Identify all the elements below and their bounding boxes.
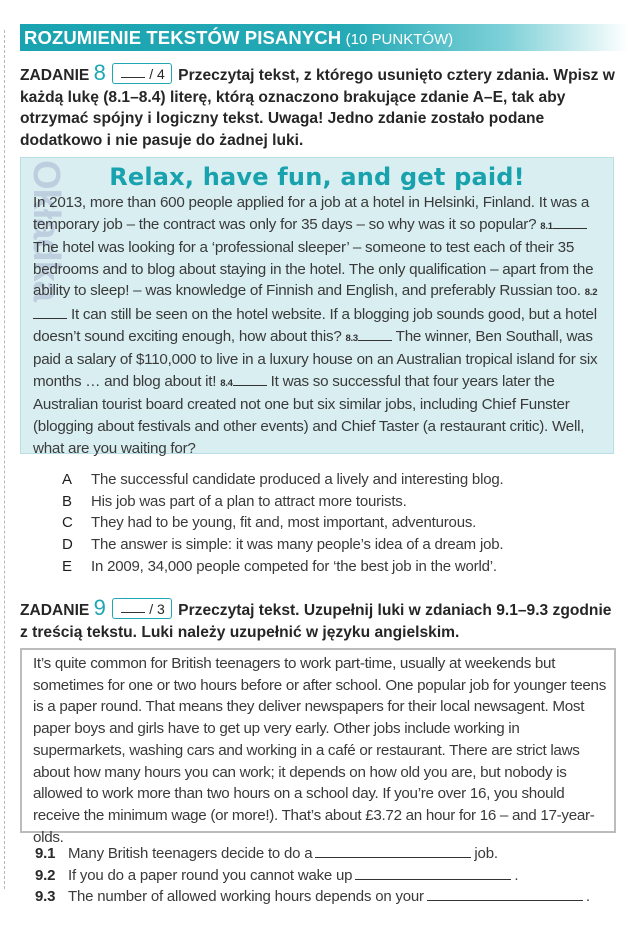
gap-8-1[interactable] <box>553 216 587 229</box>
option-letter: D <box>62 536 73 554</box>
question-9-3 <box>35 886 605 908</box>
gap-8-4[interactable] <box>233 373 267 386</box>
option-text: The successful candidate produced a lively and interesting blog. <box>91 471 504 488</box>
option-text: The answer is simple: it was many people’s idea of a dream job. <box>91 536 504 554</box>
section-header <box>20 24 628 51</box>
watermark: Okładka <box>25 160 67 301</box>
task8-label: ZADANIE <box>20 67 90 84</box>
options-list <box>62 469 602 578</box>
option-letter: B <box>62 492 72 510</box>
task9-number: 9 <box>93 595 106 620</box>
article-p1: In 2013, more than 600 people applied for a job at a hotel in Helsinki, Finland. It was a temporary job – the contract was only for 35 days – so why was it so popular? <box>33 194 590 233</box>
answer-9-1[interactable] <box>315 843 471 858</box>
task8-number: 8 <box>93 60 106 85</box>
option-c <box>62 512 602 534</box>
question-text: The number of allowed working hours depends on your <box>68 888 424 906</box>
article-p4: The winner, Ben Southall, was paid a salary of $110,000 to live in a luxury house on an Australian tropical island for six months … and blog about it! <box>33 327 598 390</box>
answer-9-2[interactable] <box>355 865 511 880</box>
article-body <box>33 192 608 459</box>
article-title: Relax, have fun, and get paid! <box>109 163 525 191</box>
gap-8-3-label: 8.3 <box>345 332 358 344</box>
option-text: His job was part of a plan to attract more tourists. <box>91 492 407 510</box>
question-text: Many British teenagers decide to do a <box>68 845 313 862</box>
gap-8-2[interactable] <box>33 306 67 319</box>
task9-instruction: Przeczytaj tekst. Uzupełnij luki w zdaniach 9.1–9.3 zgodnie z treścią tekstu. Luki należy uzupełnić w języku angielskim. <box>20 602 612 641</box>
option-letter: E <box>62 557 72 575</box>
article-p2: The hotel was looking for a ‘professional sleeper’ – someone to test each of their 35 bedrooms and to blog about staying in the hotel. The only qualification – apart from the ability to sleep! – was knowledge of Finnish and English, and preferably Russian too. <box>33 239 594 300</box>
task9-heading <box>20 597 616 643</box>
option-text: They had to be young, fit and, most important, adventurous. <box>91 514 477 532</box>
question-end: job. <box>474 845 498 862</box>
option-e <box>62 556 602 578</box>
question-9-2 <box>35 865 605 887</box>
option-letter: C <box>62 514 73 532</box>
question-text: If you do a paper round you cannot wake up <box>68 866 353 884</box>
reading-text: It’s quite common for British teenagers to work part-time, usually at weekends but sometimes for one or two hours before or after school. One popular job for younger teens is a paper round. That means they deliver newspapers for their local newsagent. Most paper boys and girls have to get up very early. Other jobs include working in supermarkets, washing cars and working in a café or restaurant. There are strict laws about how many hours you can work; it depends on how old you are, but nobody is allowed to work more than two hours on a school day. If you’re over 16, you should receive the minimum wage (or more!). That’s about £3.72 an hour for 16 – and 17-year-olds. <box>33 655 606 846</box>
question-number: 9.1 <box>35 845 56 862</box>
task8-instruction: Przeczytaj tekst, z którego usunięto cztery zdania. Wpisz w każdą lukę (8.1–8.4) literę, którą oznaczono brakujące zdanie A–E, tak aby otrzymać spójny i logiczny tekst. Uwaga! Jedno zdanie zostało podane dodatkowo i nie pasuje do żadnej luki. <box>20 67 615 149</box>
section-title: ROZUMIENIE TEKSTÓW PISANYCH <box>24 27 342 48</box>
cut-line <box>4 30 5 889</box>
task8-score-box[interactable] <box>112 63 172 84</box>
gap-8-4-label: 8.4 <box>220 377 233 389</box>
task9-score-box[interactable] <box>112 598 172 619</box>
gap-8-2-label: 8.2 <box>584 287 598 299</box>
option-letter: A <box>62 471 72 488</box>
option-text: In 2009, 34,000 people competed for ‘the best job in the world’. <box>91 557 497 575</box>
task8-score-max: / 4 <box>149 66 165 82</box>
option-b <box>62 491 602 513</box>
article-p3: It can still be seen on the hotel website. If a blogging job sounds good, but a hotel doesn’t sound exciting enough, how about this? <box>33 305 597 345</box>
task9-score-max: / 3 <box>149 601 165 617</box>
option-a <box>62 469 602 491</box>
score-blank <box>121 64 145 78</box>
task8-heading <box>20 62 616 151</box>
article-p5: It was so successful that four years later the Australian tourist board created not one but six similar jobs, including Chief Funster (blogging about festivals and other events) and Chief Taster (a restaurant critic). Well, what are you waiting for? <box>33 372 585 457</box>
answer-9-3[interactable] <box>427 886 583 901</box>
question-9-1 <box>35 843 605 865</box>
question-number: 9.2 <box>35 866 56 884</box>
gap-8-1-label: 8.1 <box>540 220 553 232</box>
score-blank <box>121 599 145 613</box>
question-number: 9.3 <box>35 888 56 906</box>
section-points: (10 PUNKTÓW) <box>345 31 454 48</box>
gap-8-3[interactable] <box>358 328 392 341</box>
questions-list <box>35 843 605 908</box>
option-d <box>62 534 602 556</box>
question-end: . <box>514 866 519 884</box>
task9-label: ZADANIE <box>20 602 90 619</box>
question-end: . <box>585 888 590 906</box>
